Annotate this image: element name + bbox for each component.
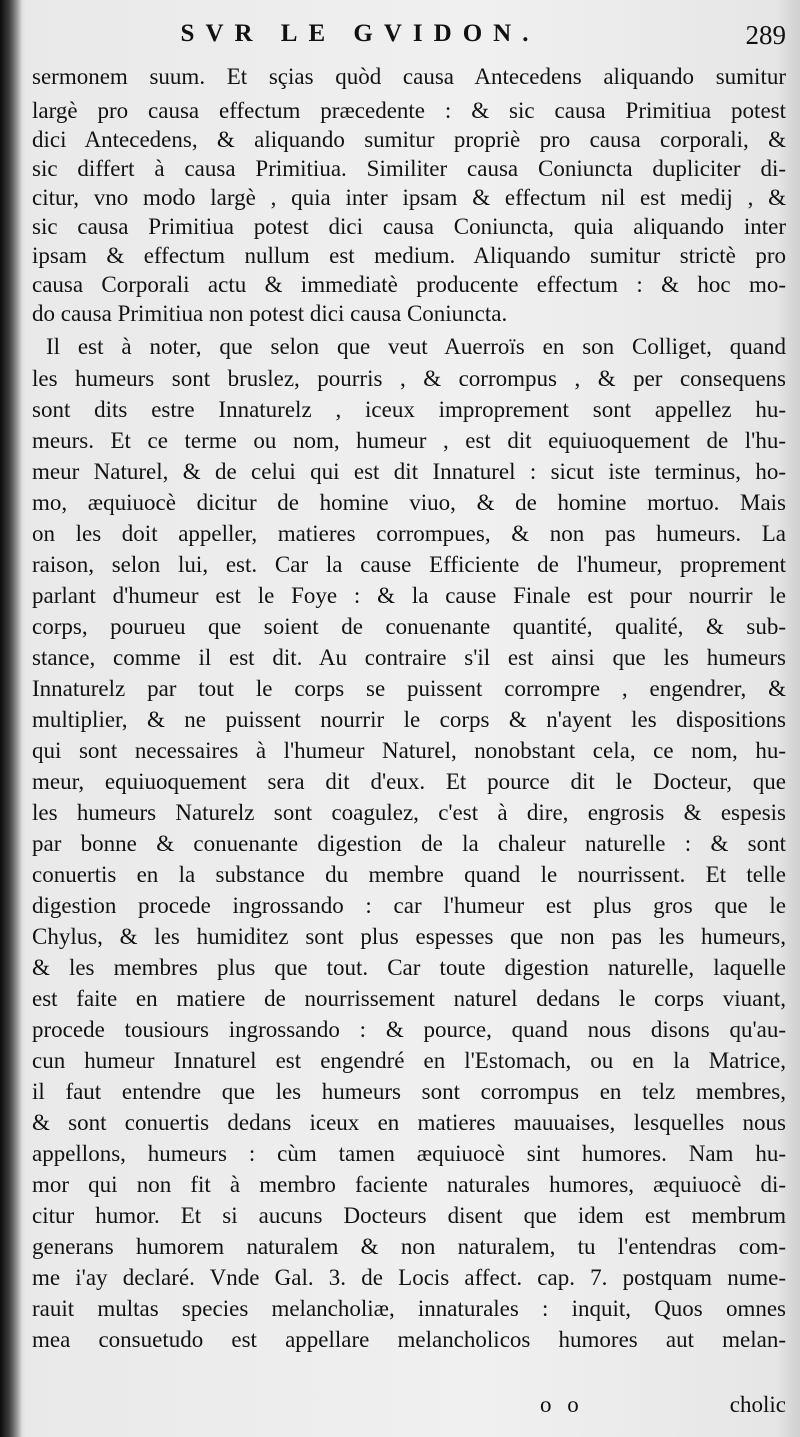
text-line: raison, selon lui, est. Car la cause Efficiente de l'humeur, proprement: [32, 552, 786, 577]
page-number: 289: [745, 20, 786, 50]
text-line: on les doit appeller, matieres corrompues, & non pas humeurs. La: [32, 521, 786, 546]
text-line: meur Naturel, & de celui qui est dit Innaturel : sicut iste terminus, ho-: [32, 459, 786, 484]
text-line: Innaturelz par tout le corps se puissent corrompre , engendrer, &: [32, 676, 786, 701]
text-line: conuertis en la substance du membre quand le nourrissent. Et telle: [32, 862, 786, 887]
text-line: me i'ay declaré. Vnde Gal. 3. de Locis affect. cap. 7. postquam nume-: [32, 1265, 786, 1290]
text-line: appellons, humeurs : cùm tamen æquiuocè sint humores. Nam hu-: [32, 1141, 786, 1166]
text-line: citur humor. Et si aucuns Docteurs disent que idem est membrum: [32, 1203, 786, 1228]
text-line: mea consuetudo est appellare melancholicos humores aut melan-: [32, 1327, 786, 1352]
text-line: do causa Primitiua non potest dici causa Coniuncta.: [32, 301, 508, 326]
text-line: citur, vno modo largè , quia inter ipsam & effectum nil est medij , &: [32, 185, 786, 210]
text-line: causa Corporali actu & immediatè producente effectum : & hoc mo-: [32, 272, 786, 297]
text-line: par bonne & conuenante digestion de la chaleur naturelle : & sont: [32, 831, 786, 856]
text-line: mor qui non fit à membro faciente naturales humores, æquiuocè di-: [32, 1172, 786, 1197]
text-line: sic causa Primitiua potest dici causa Coniuncta, quia aliquando inter: [32, 214, 786, 239]
text-line: procede tousiours ingrossando : & pource, quand nous disons qu'au-: [32, 1017, 786, 1042]
text-line: meur, equiuoquement sera dit d'eux. Et pource dit le Docteur, que: [32, 769, 786, 794]
running-head: SVR LE GVIDON.: [180, 20, 540, 47]
text-line: & les membres plus que tout. Car toute digestion naturelle, laquelle: [32, 955, 786, 980]
text-line: generans humorem naturalem & non naturalem, tu l'entendras com-: [32, 1234, 786, 1259]
text-line: stance, comme il est dit. Au contraire s'il est ainsi que les humeurs: [32, 645, 786, 670]
text-line: il faut entendre que les humeurs sont corrompus en telz membres,: [32, 1079, 786, 1104]
text-line: les humeurs Naturelz sont coagulez, c'est à dire, engrosis & espesis: [32, 800, 786, 825]
text-line: mo, æquiuocè dicitur de homine viuo, & de homine mortuo. Mais: [32, 490, 786, 515]
text-line: meurs. Et ce terme ou nom, humeur , est dit equiuoquement de l'hu-: [32, 428, 786, 453]
text-line: qui sont necessaires à l'humeur Naturel, nonobstant cela, ce nom, hu-: [32, 738, 786, 763]
catchword: cholic: [729, 1392, 786, 1417]
text-line: sont dits estre Innaturelz , iceux improprement sont appellez hu-: [32, 397, 786, 422]
text-line: multiplier, & ne puissent nourrir le corps & n'ayent les dispositions: [32, 707, 786, 732]
signature-mark: o o: [540, 1392, 584, 1417]
text-line: est faite en matiere de nourrissement naturel dedans le corps viuant,: [32, 986, 786, 1011]
text-line: parlant d'humeur est le Foye : & la cause Finale est pour nourrir le: [32, 583, 786, 608]
text-line: rauit multas species melancholiæ, innaturales : inquit, Quos omnes: [32, 1296, 786, 1321]
text-line: cun humeur Innaturel est engendré en l'Estomach, ou en la Matrice,: [32, 1048, 786, 1073]
text-line: & sont conuertis dedans iceux en matieres mauuaises, lesquelles nous: [32, 1110, 786, 1135]
text-line: digestion procede ingrossando : car l'humeur est plus gros que le: [32, 893, 786, 918]
text-line: les humeurs sont bruslez, pourris , & corrompus , & per consequens: [32, 366, 786, 391]
text-line: Il est à noter, que selon que veut Auerroïs en son Colliget, quand: [46, 334, 786, 359]
text-line: Chylus, & les humiditez sont plus espesses que non pas les humeurs,: [32, 924, 786, 949]
text-line: ipsam & effectum nullum est medium. Aliquando sumitur strictè pro: [32, 243, 786, 268]
text-line: dici Antecedens, & aliquando sumitur propriè pro causa corporali, &: [32, 127, 786, 152]
text-line: largè pro causa effectum præcedente : & sic causa Primitiua potest: [32, 98, 786, 123]
text-line: sic differt à causa Primitiua. Similiter causa Coniuncta dupliciter di-: [32, 156, 786, 181]
text-line: sermonem suum. Et sçias quòd causa Antecedens aliquando sumitur: [32, 64, 786, 89]
text-line: corps, pourueu que soient de conuenante quantité, qualité, & sub-: [32, 614, 786, 639]
